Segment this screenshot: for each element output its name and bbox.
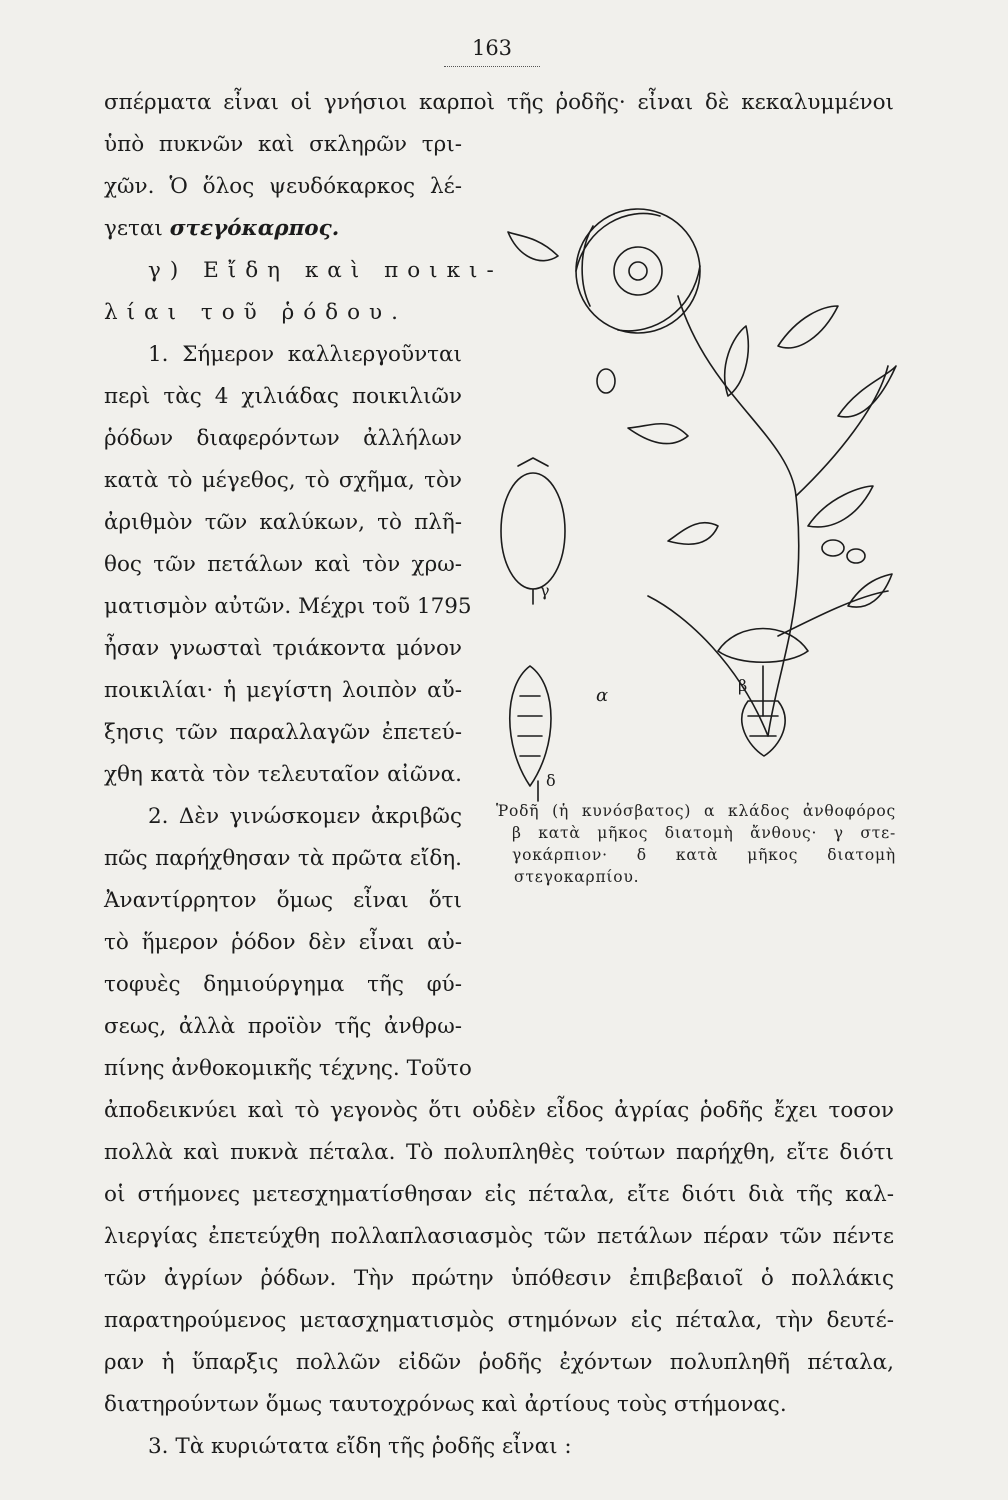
text-line-7: 1. Σήμερον καλλιεργοῦνται	[148, 342, 462, 367]
section-heading-line-2: λίαι τοῦ ῥόδου.	[104, 300, 407, 325]
text-line-20: Ἀναντίρρητον ὅμως εἶναι ὅτι	[104, 888, 462, 913]
text-line-24: πίνης ἀνθοκομικῆς τέχνης. Τοῦτο	[104, 1056, 472, 1081]
text-line-4	[104, 214, 339, 246]
text-line-25: ἀποδεικνύει καὶ τὸ γεγονὸς ὅτι οὐδὲν εἶδος ἀγρίας ῥοδῆς ἔχει τοσον	[104, 1098, 894, 1123]
figure-label-delta: δ	[546, 771, 556, 790]
figure-label-gamma: γ	[540, 581, 550, 600]
rose-illustration	[478, 196, 898, 806]
text-line-19: πῶς παρήχθησαν τὰ πρῶτα εἴδη.	[104, 846, 462, 871]
text-line-4-start: γεται	[104, 216, 163, 241]
text-line-14: ἦσαν γνωσταὶ τριάκοντα μόνον	[104, 636, 462, 661]
text-line-8: περὶ τὰς 4 χιλιάδας ποικιλιῶν	[104, 384, 462, 409]
text-line-27: οἱ στήμονες μετεσχηματίσθησαν εἰς πέταλα, εἴτε διότι διὰ τῆς καλ-	[104, 1182, 894, 1207]
text-line-10: κατὰ τὸ μέγεθος, τὸ σχῆμα, τὸν	[104, 468, 462, 493]
text-line-33: 3. Τὰ κυριώτατα εἴδη τῆς ῥοδῆς εἶναι :	[148, 1434, 572, 1459]
caption-line-4: στεγοκαρπίου.	[514, 868, 640, 886]
figure-caption	[496, 800, 896, 888]
text-line-13: ματισμὸν αὐτῶν. Μέχρι τοῦ 1795	[104, 594, 472, 619]
text-line-30: παρατηρούμενος μετασχηματισμὸς στημόνων εἰς πέταλα, τὴν δευτέ-	[104, 1308, 894, 1333]
text-line-9: ῥόδων διαφερόντων ἀλλήλων	[104, 426, 462, 451]
text-line-28: λιεργίας ἐπετεύχθη πολλαπλασιασμὸς τῶν πετάλων πέραν τῶν πέντε	[104, 1224, 894, 1249]
text-line-29: τῶν ἀγρίων ῥόδων. Τὴν πρώτην ὑπόθεσιν ἐπιβεβαιοῖ ὁ πολλάκις	[104, 1266, 894, 1291]
section-heading-line-1: γ) Εἴδη καὶ ποικι-	[148, 258, 503, 283]
text-line-11: ἀριθμὸν τῶν καλύκων, τὸ πλῆ-	[104, 510, 462, 535]
text-line-26: πολλὰ καὶ πυκνὰ πέταλα. Τὸ πολυπληθὲς τούτων παρήχθη, εἴτε διότι	[104, 1140, 894, 1165]
text-line-12: θος τῶν πετάλων καὶ τὸν χρω-	[104, 552, 462, 577]
text-line-16: ξησις τῶν παραλλαγῶν ἐπετεύ-	[104, 720, 462, 745]
caption-line-3: γοκάρπιον· δ κατὰ μῆκος διατομὴ	[512, 846, 896, 864]
text-line-2: ὑπὸ πυκνῶν καὶ σκληρῶν τρι-	[104, 132, 462, 157]
figure-label-alpha: α	[596, 685, 609, 706]
text-line-1: σπέρματα εἶναι οἱ γνήσιοι καρποὶ τῆς ῥοδῆς· εἶναι δὲ κεκαλυμμένοι	[104, 90, 894, 115]
text-line-21: τὸ ἥμερον ῥόδον δὲν εἶναι αὐ-	[104, 930, 462, 955]
text-line-22: τοφυὲς δημιούργημα τῆς φύ-	[104, 972, 462, 997]
text-line-3: χῶν. Ὁ ὅλος ψευδόκαρκος λέ-	[104, 174, 462, 199]
caption-line-2: β κατὰ μῆκος διατομὴ ἄνθους· γ στε-	[512, 824, 896, 842]
figure-label-beta: β	[738, 676, 748, 695]
text-line-32: διατηρούντων ὅμως ταυτοχρόνως καὶ ἀρτίους τοὺς στήμονας.	[104, 1392, 787, 1417]
text-line-23: σεως, ἀλλὰ προϊὸν τῆς ἀνθρω-	[104, 1014, 462, 1039]
term-stegokarpos: στεγόκαρπος.	[169, 216, 340, 241]
text-line-15: ποικιλίαι· ἡ μεγίστη λοιπὸν αὔ-	[104, 678, 462, 703]
rose-drawing	[478, 196, 898, 806]
text-line-31: ραν ἡ ὕπαρξις πολλῶν εἰδῶν ῥοδῆς ἐχόντων πολυπληθῆ πέταλα,	[104, 1350, 894, 1375]
text-line-18: 2. Δὲν γινώσκομεν ἀκριβῶς	[148, 804, 462, 829]
caption-line-1: Ῥοδῆ (ἡ κυνόσβατος) α κλάδος ἀνθοφόρος	[496, 802, 896, 820]
text-line-17: χθη κατὰ τὸν τελευταῖον αἰῶνα.	[104, 762, 462, 787]
page-number: 163	[444, 36, 540, 67]
